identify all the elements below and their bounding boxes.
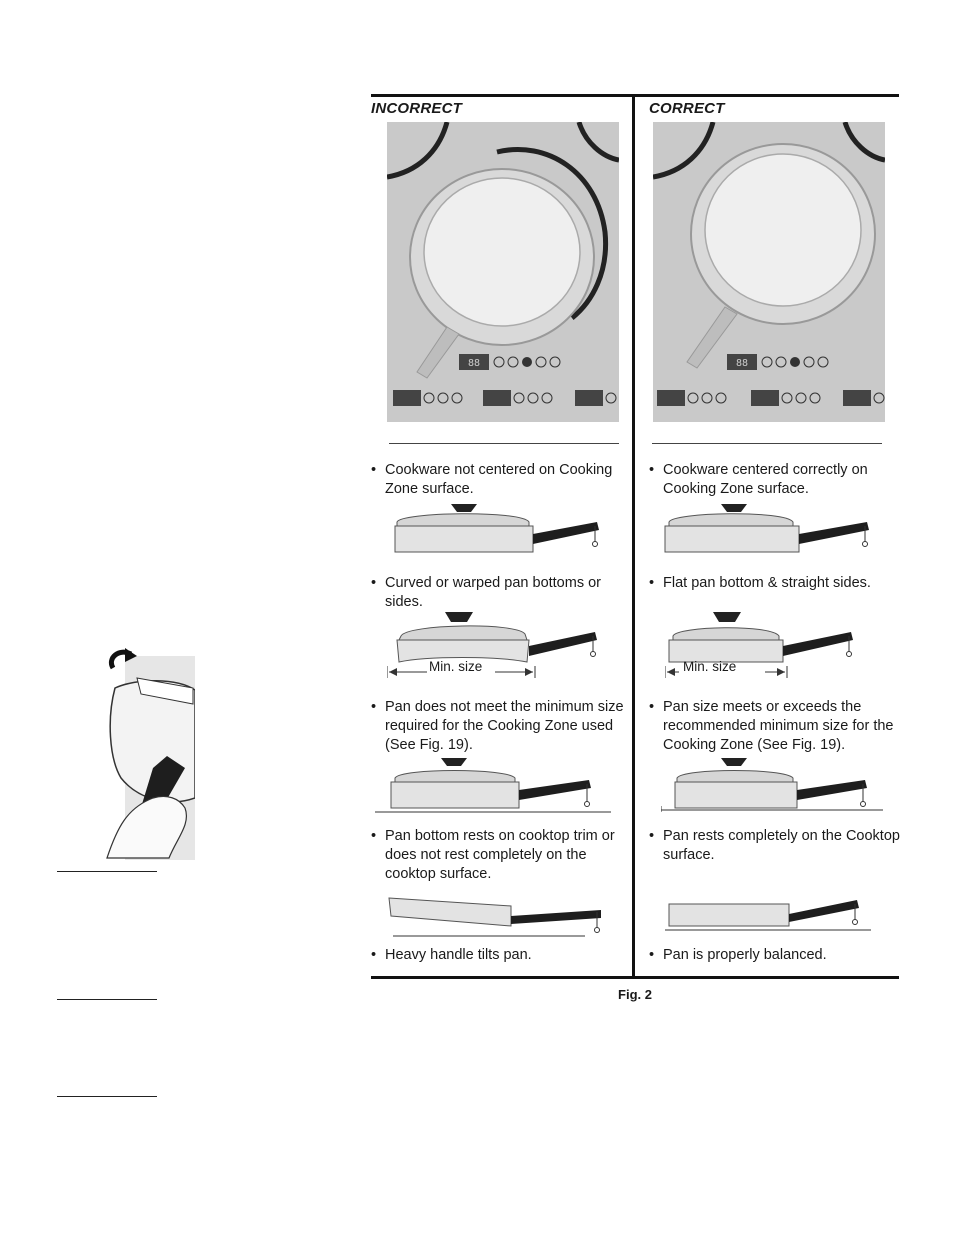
- correct-item-1: • Cookware centered correctly on Cooking Zone surface.: [649, 462, 868, 497]
- pan-centered-icon: [663, 504, 885, 561]
- incorrect-item-4: • Pan bottom rests on cooktop trim or does not rest completely on the cooktop surface.: [371, 828, 615, 882]
- cookware-figure: [371, 94, 899, 980]
- figure-column-divider: [632, 94, 635, 979]
- side-divider-1: [57, 871, 157, 872]
- correct-item-2: • Flat pan bottom & straight sides.: [649, 575, 871, 591]
- correct-item-4: • Pan rests completely on the Cooktop surface.: [649, 828, 900, 863]
- hand-pan-icon: [97, 648, 195, 860]
- correct-heading: CORRECT: [649, 100, 725, 117]
- correct-column: [649, 94, 899, 974]
- incorrect-cooktop-rule: [389, 443, 619, 444]
- pan-correct-size-icon: [661, 758, 883, 819]
- incorrect-min-size-label: Min. size: [429, 659, 483, 674]
- incorrect-item-1: • Cookware not centered on Cooking Zone surface.: [371, 462, 613, 497]
- figure-caption: Fig. 2: [618, 987, 652, 1002]
- correct-item-5: • Pan is properly balanced.: [649, 947, 827, 963]
- incorrect-heading: INCORRECT: [371, 100, 462, 117]
- correct-min-size-label: Min. size: [683, 659, 737, 674]
- pan-balanced-icon: [665, 894, 877, 939]
- incorrect-column: [371, 94, 624, 974]
- incorrect-item-3: • Pan does not meet the minimum size required for the Cooking Zone used (See Fig. 19).: [371, 699, 624, 753]
- pan-flat-icon: [665, 612, 873, 687]
- pan-off-center-icon: [391, 504, 611, 561]
- incorrect-item-2: • Curved or warped pan bottoms or sides.: [371, 575, 601, 610]
- svg-text:88: 88: [735, 358, 749, 369]
- cooktop-incorrect-icon: [387, 122, 619, 422]
- figure-bottom-rule: [371, 976, 899, 979]
- side-divider-3: [57, 1096, 157, 1097]
- pan-tilted-icon: [387, 894, 613, 945]
- pan-warped-icon: [387, 612, 609, 687]
- correct-item-3: • Pan size meets or exceeds the recommended minimum size for the Cooking Zone (See Fig. 19).: [649, 699, 894, 753]
- correct-cooktop-rule: [652, 443, 882, 444]
- cooktop-correct-icon: [653, 122, 885, 422]
- svg-text:88: 88: [467, 358, 481, 369]
- side-divider-2: [57, 999, 157, 1000]
- pan-too-small-icon: [375, 758, 611, 819]
- incorrect-item-5: • Heavy handle tilts pan.: [371, 947, 532, 963]
